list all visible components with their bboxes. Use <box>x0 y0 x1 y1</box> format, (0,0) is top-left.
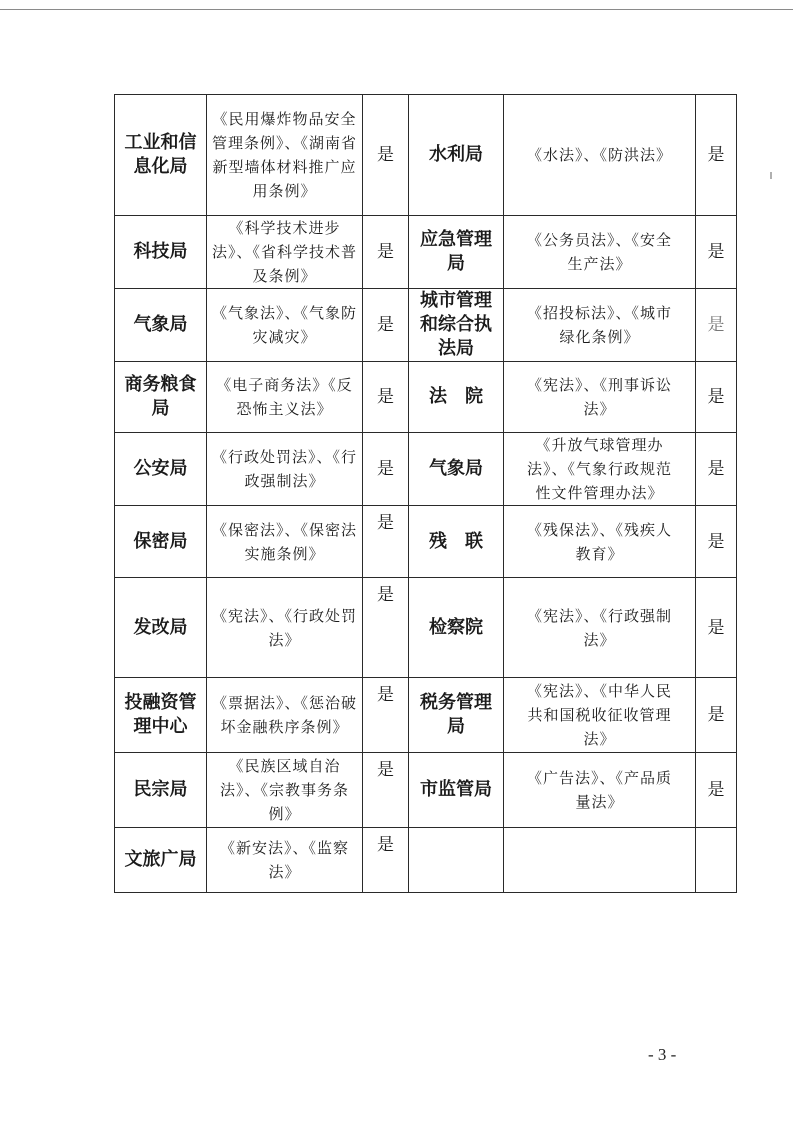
status-cell: 是 <box>696 362 737 433</box>
table-row <box>115 362 737 433</box>
department-cell: 市监管局 <box>409 753 504 828</box>
status-cell: 是 <box>363 578 409 678</box>
status-cell: 是 <box>696 578 737 678</box>
laws-cell: 《保密法》、《保密法实施条例》 <box>207 506 363 578</box>
department-cell: 商务粮食局 <box>115 362 207 433</box>
department-cell: 工业和信息化局 <box>115 95 207 216</box>
status-cell: 是 <box>363 289 409 362</box>
department-cell: 税务管理局 <box>409 678 504 753</box>
status-cell: 是 <box>696 216 737 289</box>
status-cell: 是 <box>696 506 737 578</box>
laws-cell: 《电子商务法》《反恐怖主义法》 <box>207 362 363 433</box>
laws-cell: 《招投标法》、《城市绿化条例》 <box>504 289 696 362</box>
table-row <box>115 678 737 753</box>
department-cell: 投融资管理中心 <box>115 678 207 753</box>
department-cell: 发改局 <box>115 578 207 678</box>
table-row <box>115 216 737 289</box>
department-cell: 文旅广局 <box>115 828 207 893</box>
status-cell: 是 <box>363 506 409 578</box>
laws-cell: 《票据法》、《惩治破坏金融秩序条例》 <box>207 678 363 753</box>
department-cell: 法 院 <box>409 362 504 433</box>
status-cell: 是 <box>696 95 737 216</box>
status-cell: 是 <box>363 216 409 289</box>
status-cell: 是 <box>363 828 409 893</box>
department-cell: 气象局 <box>115 289 207 362</box>
department-cell: 残 联 <box>409 506 504 578</box>
top-rule <box>0 9 793 10</box>
laws-cell <box>504 828 696 893</box>
status-cell: 是 <box>363 678 409 753</box>
table-row <box>115 578 737 678</box>
table-row <box>115 95 737 216</box>
status-cell <box>696 828 737 893</box>
laws-cell: 《水法》、《防洪法》 <box>504 95 696 216</box>
laws-cell: 《广告法》、《产品质量法》 <box>504 753 696 828</box>
department-cell: 城市管理和综合执法局 <box>409 289 504 362</box>
department-cell: 检察院 <box>409 578 504 678</box>
table-row <box>115 506 737 578</box>
page-number: - 3 - <box>648 1045 677 1064</box>
status-cell: 是 <box>363 362 409 433</box>
laws-cell: 《新安法》、《监察法》 <box>207 828 363 893</box>
laws-cell: 《气象法》、《气象防灾减灾》 <box>207 289 363 362</box>
status-cell: 是 <box>696 678 737 753</box>
scan-speck <box>770 172 772 179</box>
department-cell: 公安局 <box>115 433 207 506</box>
table-row <box>115 433 737 506</box>
status-cell: 是 <box>363 95 409 216</box>
table-row <box>115 753 737 828</box>
table-row <box>115 289 737 362</box>
laws-cell: 《升放气球管理办法》、《气象行政规范性文件管理办法》 <box>504 433 696 506</box>
laws-cell: 《宪法》、《中华人民共和国税收征收管理法》 <box>504 678 696 753</box>
status-cell: 是 <box>696 433 737 506</box>
department-cell: 保密局 <box>115 506 207 578</box>
status-cell: 是 <box>363 433 409 506</box>
department-cell: 气象局 <box>409 433 504 506</box>
laws-cell: 《宪法》、《行政强制法》 <box>504 578 696 678</box>
laws-cell: 《行政处罚法》、《行政强制法》 <box>207 433 363 506</box>
status-cell: 是 <box>696 289 737 362</box>
laws-cell: 《民族区域自治法》、《宗教事务条例》 <box>207 753 363 828</box>
law-study-table <box>114 94 737 893</box>
laws-cell: 《残保法》、《残疾人教育》 <box>504 506 696 578</box>
department-cell: 科技局 <box>115 216 207 289</box>
table-row <box>115 828 737 893</box>
department-cell: 水利局 <box>409 95 504 216</box>
laws-cell: 《宪法》、《行政处罚法》 <box>207 578 363 678</box>
department-cell <box>409 828 504 893</box>
department-cell: 民宗局 <box>115 753 207 828</box>
department-cell: 应急管理局 <box>409 216 504 289</box>
laws-cell: 《民用爆炸物品安全管理条例》、《湖南省新型墙体材料推广应用条例》 <box>207 95 363 216</box>
status-cell: 是 <box>696 753 737 828</box>
laws-cell: 《公务员法》、《安全生产法》 <box>504 216 696 289</box>
status-cell: 是 <box>363 753 409 828</box>
laws-cell: 《科学技术进步法》、《省科学技术普及条例》 <box>207 216 363 289</box>
laws-cell: 《宪法》、《刑事诉讼法》 <box>504 362 696 433</box>
